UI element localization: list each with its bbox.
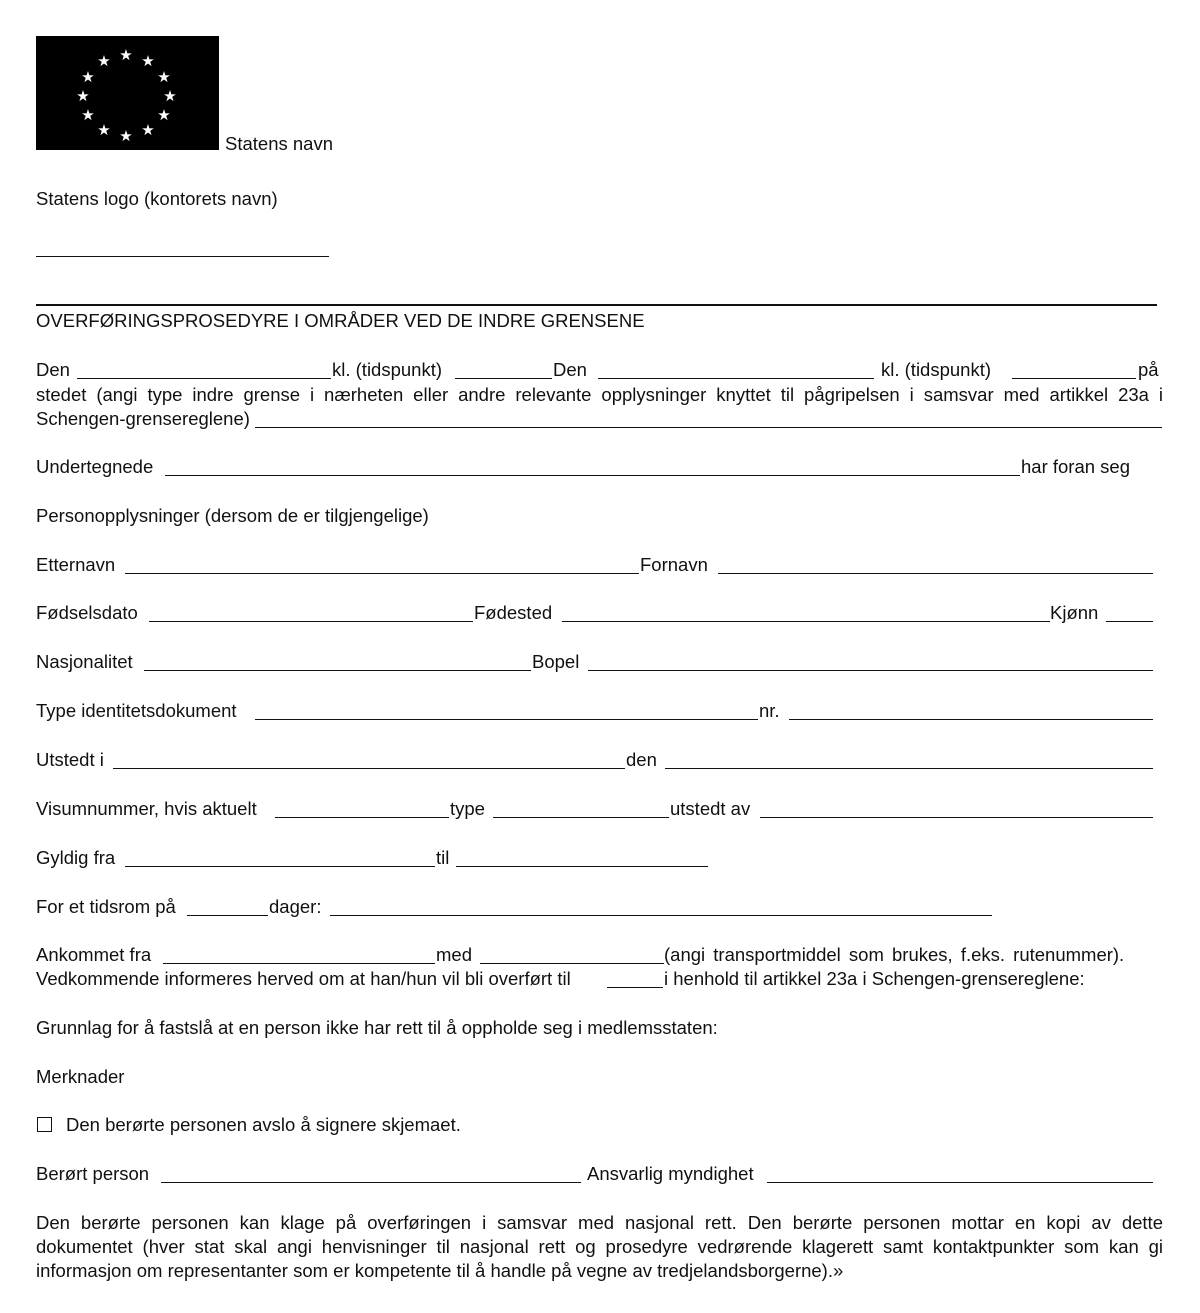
transport-note: (angi transportmiddel som brukes, f.eks. rutenummer).: [664, 944, 1125, 965]
footer-line-2: dokumentet (hver stat skal angi henvisninger til nasjonal rett og prosedyre vedrørende klagerett samt kontaktpunkter som kan gi: [36, 1236, 1163, 1257]
den-label-2: Den: [553, 359, 587, 380]
visa-type-field[interactable]: [493, 817, 669, 818]
refused-signature-checkbox[interactable]: [37, 1117, 52, 1132]
star-icon: ★: [157, 106, 171, 124]
undertegnede-label: Undertegnede: [36, 456, 154, 477]
transport-field[interactable]: [480, 963, 664, 964]
ankommet-fra-label: Ankommet fra: [36, 944, 152, 965]
grunnlag-label: Grunnlag for å fastslå at en person ikke har rett til å oppholde seg i medlemsstaten:: [36, 1017, 718, 1038]
footer-line-1: Den berørte personen kan klage på overføringen i samsvar med nasjonal rett. Den berørte personen mottar en kopi av dette: [36, 1212, 1163, 1233]
kjonn-field[interactable]: [1106, 621, 1153, 622]
dager-label: dager:: [269, 896, 322, 917]
star-icon: ★: [97, 121, 111, 139]
star-icon: ★: [163, 87, 177, 105]
intro-line-2: stedet (angi type indre grense i nærheten eller andre relevante opplysninger knyttet til pågripelsen i samsvar med artikkel 23a i: [36, 384, 1163, 405]
etternavn-field[interactable]: [125, 573, 639, 574]
fodested-field[interactable]: [562, 621, 1050, 622]
star-icon: ★: [157, 68, 171, 86]
location-field[interactable]: [255, 427, 1162, 428]
gyldig-til-field[interactable]: [456, 866, 708, 867]
star-icon: ★: [81, 68, 95, 86]
time-field-2[interactable]: [1012, 378, 1136, 379]
footer-line-3: informasjon om representanter som er kompetente til å handle på vegne av tredjelandsborgerne).»: [36, 1260, 844, 1281]
bopel-label: Bopel: [532, 651, 580, 672]
nasjonalitet-field[interactable]: [144, 670, 531, 671]
tidsrom-label: For et tidsrom på: [36, 896, 176, 917]
fodselsdato-label: Fødselsdato: [36, 602, 138, 623]
har-foran-seg-label: har foran seg: [1021, 456, 1131, 477]
star-icon: ★: [81, 106, 95, 124]
merknader-label: Merknader: [36, 1066, 125, 1087]
page-title: OVERFØRINGSPROSEDYRE I OMRÅDER VED DE INDRE GRENSENE: [36, 310, 645, 331]
nasjonalitet-label: Nasjonalitet: [36, 651, 133, 672]
berort-person-label: Berørt person: [36, 1163, 150, 1184]
gyldig-fra-field[interactable]: [125, 866, 435, 867]
star-icon: ★: [141, 52, 155, 70]
gyldig-fra-label: Gyldig fra: [36, 847, 116, 868]
den-issue-label: den: [626, 749, 657, 770]
undertegnede-field[interactable]: [165, 475, 1020, 476]
ansvarlig-myndighet-signature-field[interactable]: [767, 1182, 1153, 1183]
bopel-field[interactable]: [588, 670, 1153, 671]
fornavn-field[interactable]: [718, 573, 1153, 574]
refused-signature-label: Den berørte personen avslo å signere skjemaet.: [66, 1114, 461, 1135]
logo-underline: [36, 256, 329, 257]
date-field[interactable]: [77, 378, 331, 379]
overfort-label: Vedkommende informeres herved om at han/hun vil bli overført til: [36, 968, 571, 989]
type-id-label: Type identitetsdokument: [36, 700, 237, 721]
kl-label-2: kl. (tidspunkt): [881, 359, 992, 380]
type-label: type: [450, 798, 485, 819]
time-field[interactable]: [455, 378, 552, 379]
kl-label: kl. (tidspunkt): [332, 359, 443, 380]
date-field-2[interactable]: [598, 378, 874, 379]
ansvarlig-myndighet-label: Ansvarlig myndighet: [587, 1163, 754, 1184]
utstedt-av-label: utstedt av: [670, 798, 751, 819]
visumnummer-field[interactable]: [275, 817, 449, 818]
star-icon: ★: [97, 52, 111, 70]
star-icon: ★: [141, 121, 155, 139]
nr-label: nr.: [759, 700, 780, 721]
paa-label: på: [1138, 359, 1159, 380]
til-label: til: [436, 847, 450, 868]
fornavn-label: Fornavn: [640, 554, 708, 575]
star-icon: ★: [119, 127, 133, 145]
intro-line-3: Schengen-grensereglene): [36, 408, 250, 429]
overfort-til-field[interactable]: [607, 987, 663, 988]
ankommet-fra-field[interactable]: [163, 963, 435, 964]
state-name: Statens navn: [225, 133, 333, 154]
dager-field[interactable]: [330, 915, 992, 916]
header-divider: [36, 304, 1157, 306]
personal-heading: Personopplysninger (dersom de er tilgjengelige): [36, 505, 429, 526]
dager-count-field[interactable]: [187, 915, 268, 916]
visumnummer-label: Visumnummer, hvis aktuelt: [36, 798, 257, 819]
eu-flag-icon: [36, 36, 219, 150]
med-label: med: [436, 944, 472, 965]
fodselsdato-field[interactable]: [149, 621, 473, 622]
state-logo-label: Statens logo (kontorets navn): [36, 188, 278, 209]
artikkel-note: i henhold til artikkel 23a i Schengen-grensereglene:: [664, 968, 1085, 989]
star-icon: ★: [119, 46, 133, 64]
berort-person-signature-field[interactable]: [161, 1182, 581, 1183]
den-label: Den: [36, 359, 70, 380]
fodested-label: Fødested: [474, 602, 553, 623]
star-icon: ★: [76, 87, 90, 105]
utstedt-av-field[interactable]: [760, 817, 1153, 818]
type-id-field[interactable]: [255, 719, 758, 720]
utstedt-i-field[interactable]: [113, 768, 625, 769]
kjonn-label: Kjønn: [1050, 602, 1099, 623]
etternavn-label: Etternavn: [36, 554, 116, 575]
nr-field[interactable]: [789, 719, 1153, 720]
issue-date-field[interactable]: [665, 768, 1153, 769]
utstedt-i-label: Utstedt i: [36, 749, 104, 770]
